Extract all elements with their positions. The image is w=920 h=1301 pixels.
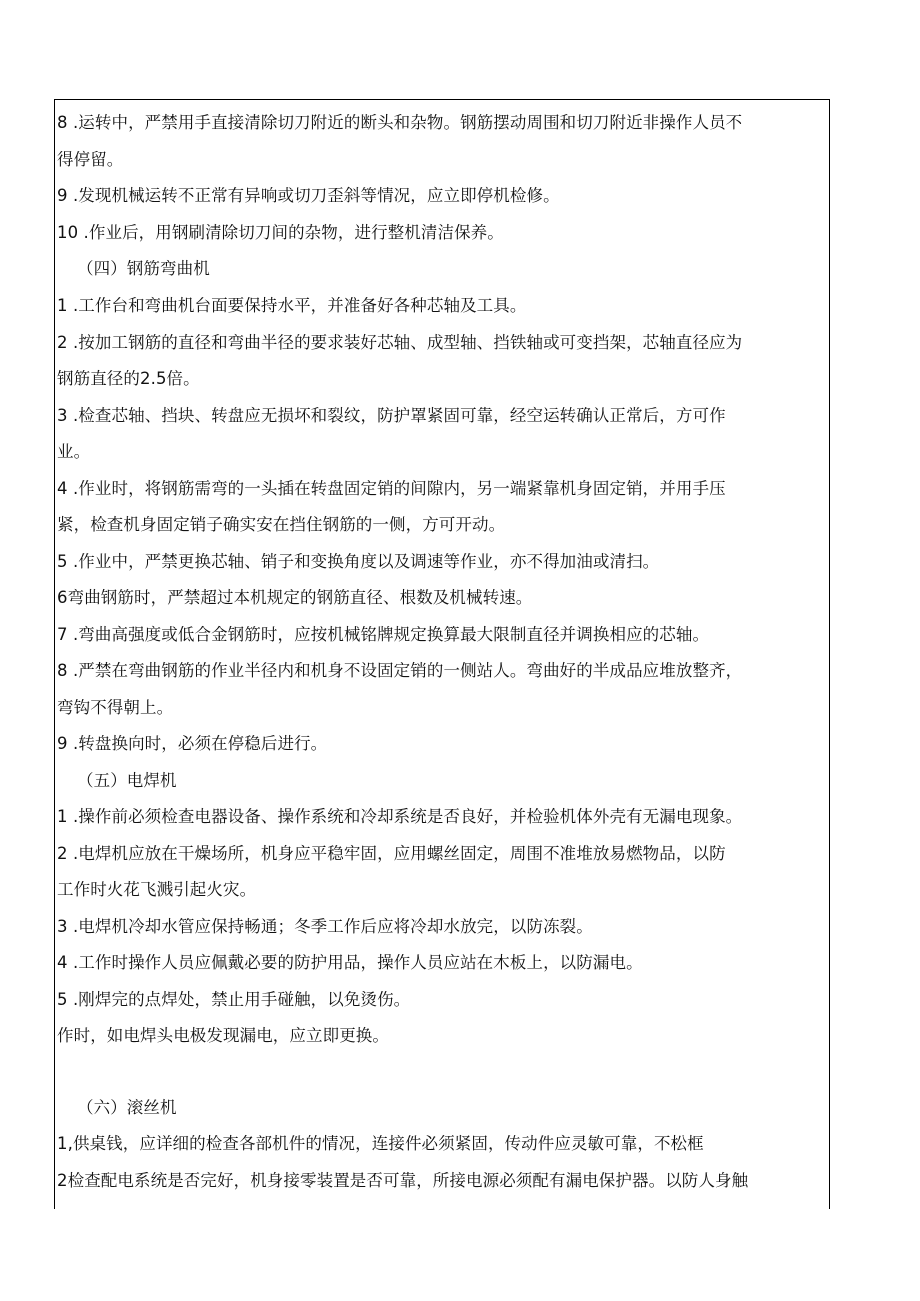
document-page (54, 99, 830, 1209)
text-line: 6弯曲钢筋时，严禁超过本机规定的钢筋直径、根数及机械转速。 (57, 588, 533, 607)
text-line: 5 .作业中，严禁更换芯轴、销子和变换角度以及调速等作业，亦不得加油或清扫。 (57, 552, 660, 571)
text-line: 业。 (57, 442, 91, 461)
text-line: 2 .按加工钢筋的直径和弯曲半径的要求装好芯轴、成型轴、挡铁轴或可变挡架，芯轴直径应为 (57, 333, 743, 352)
text-line: 10 .作业后，用钢刷清除切刀间的杂物，进行整机清洁保养。 (57, 223, 504, 242)
text-line: 2检查配电系统是否完好，机身接零装置是否可靠，所接电源必须配有漏电保护器。以防人身触 (57, 1171, 749, 1190)
text-line: 3 .检查芯轴、挡块、转盘应无损坏和裂纹，防护罩紧固可靠，经空运转确认正常后，方可作 (57, 406, 726, 425)
text-line: 紧，检查机身固定销子确实安在挡住钢筋的一侧，方可开动。 (57, 515, 506, 534)
text-line: 1 .工作台和弯曲机台面要保持水平，并准备好各种芯轴及工具。 (57, 296, 527, 315)
text-line: 3 .电焊机冷却水管应保持畅通；冬季工作后应将冷却水放完，以防冻裂。 (57, 917, 593, 936)
text-line: 1 .操作前必须检查电器设备、操作系统和冷却系统是否良好，并检验机体外壳有无漏电现象。 (57, 807, 743, 826)
text-line: 钢筋直径的2.5倍。 (57, 369, 200, 388)
section-heading: （四）钢筋弯曲机 (77, 259, 210, 278)
text-line: 4 .作业时，将钢筋需弯的一头插在转盘固定销的间隙内，另一端紧靠机身固定销，并用手压 (57, 479, 726, 498)
section-heading: （六）滚丝机 (77, 1098, 177, 1117)
section-heading: （五）电焊机 (77, 771, 177, 790)
text-line: 工作时火花飞溅引起火灾。 (57, 880, 257, 899)
text-line: 1,供桌钱，应详细的检查各部机件的情况，连接件必须紧固，传动件应灵敏可靠，不松框 (57, 1134, 704, 1153)
text-line: 作时，如电焊头电极发现漏电，应立即更换。 (57, 1026, 389, 1045)
text-line: 5 .刚焊完的点焊处，禁止用手碰触，以免烫伤。 (57, 990, 411, 1009)
text-line: 得停留。 (57, 150, 124, 169)
text-line: 9 .转盘换向时，必须在停稳后进行。 (57, 734, 328, 753)
text-line: 7 .弯曲高强度或低合金钢筋时，应按机械铭牌规定换算最大限制直径并调换相应的芯轴。 (57, 625, 710, 644)
text-line: 4 .工作时操作人员应佩戴必要的防护用品，操作人员应站在木板上，以防漏电。 (57, 953, 643, 972)
text-line: 2 .电焊机应放在干燥场所，机身应平稳牢固，应用螺丝固定，周围不准堆放易燃物品，以防 (57, 844, 726, 863)
text-line: 8 .严禁在弯曲钢筋的作业半径内和机身不设固定销的一侧站人。弯曲好的半成品应堆放整齐， (57, 661, 743, 680)
text-line: 弯钩不得朝上。 (57, 698, 174, 717)
text-line: 9 .发现机械运转不正常有异响或切刀歪斜等情况，应立即停机检修。 (57, 186, 560, 205)
text-line: 8 .运转中，严禁用手直接清除切刀附近的断头和杂物。钢筋摆动周围和切刀附近非操作人员不 (57, 113, 743, 132)
